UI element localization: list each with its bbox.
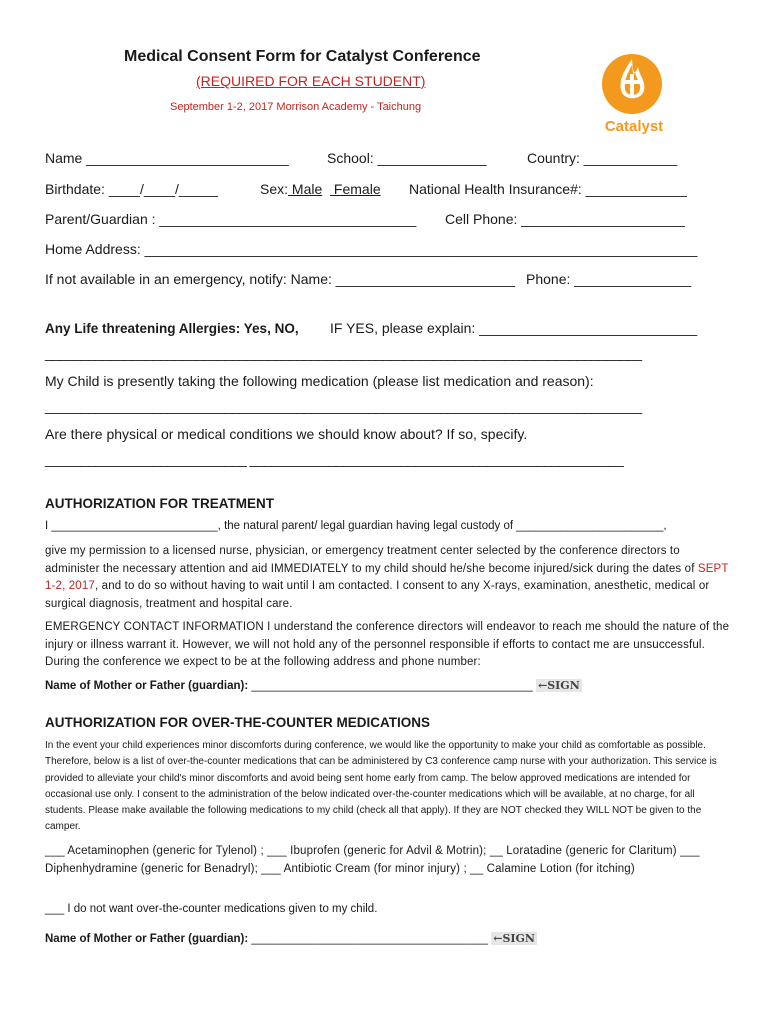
country-field[interactable]: Country: ____________ [527, 150, 678, 166]
treatment-signature-label: Name of Mother or Father (guardian): [45, 680, 252, 692]
parent-guardian-field[interactable]: Parent/Guardian : _________________________________ [45, 211, 417, 227]
emergency-contact-paragraph: EMERGENCY CONTACT INFORMATION I understand the conference directors will endeavor to reach me should the nature of the injury or illness warrant it. However, we will not hold any of the personnel responsible if efforts to contact me are unsuccessful. During the conference we expect to be at the following address and phone number: [45, 621, 730, 669]
treatment-heading: AUTHORIZATION FOR TREATMENT [45, 496, 274, 511]
treatment-sign-marker: ←SIGN [538, 679, 580, 692]
treatment-signature-row [45, 679, 582, 692]
form-subtitle: (REQUIRED FOR EACH STUDENT) [196, 73, 426, 89]
logo-wordmark: Catalyst [604, 118, 664, 135]
sex-label: Sex: [260, 181, 289, 197]
sex-field [260, 181, 381, 197]
sex-female-option[interactable]: Female [330, 181, 381, 197]
treatment-guardian-line[interactable]: I __________________________, the natural parent/ legal guardian having legal custody of _______________________, [45, 520, 667, 532]
allergies-label: Any Life threatening Allergies: Yes, NO, [45, 321, 299, 336]
otc-signature-label: Name of Mother or Father (guardian): [45, 933, 252, 945]
otc-sign-marker: ←SIGN [493, 932, 535, 945]
birthdate-field[interactable]: Birthdate: ____/____/_____ [45, 181, 218, 197]
home-address-field[interactable]: Home Address: _______________________________________________________________________ [45, 241, 698, 257]
otc-signature-line[interactable]: _____________________________________ [251, 933, 489, 945]
allergies-line[interactable]: ___________________________________________________________________________________ [45, 345, 642, 361]
form-title: Medical Consent Form for Catalyst Conference [124, 48, 481, 65]
catalyst-logo [602, 52, 666, 138]
otc-medication-options[interactable]: ___ Acetaminophen (generic for Tylenol) ; ___ Ibuprofen (generic for Advil & Motrin); __ Loratadine (generic for Claritum) ___ Diphenhydramine (generic for Benadryl); ___ Antibiotic Cream (for minor injury) ; __ Calamine Lotion (for itching) [45, 845, 700, 875]
treatment-dates: SEPT 1-2, 2017 [45, 562, 729, 593]
sex-male-option[interactable]: Male [288, 181, 323, 197]
treatment-text-b: , and to do so without having to wait until I am contacted. I consent to any X-rays, examination, anesthetic, medical or surgical diagnosis, treatment and hospital care. [45, 580, 710, 610]
conditions-question: Are there physical or medical conditions we should know about? If so, specify. [45, 426, 528, 442]
conditions-line[interactable]: ____________________________ ____________________________________________________ [45, 451, 624, 467]
otc-heading: AUTHORIZATION FOR OVER-THE-COUNTER MEDICATIONS [45, 715, 430, 730]
otc-decline-option[interactable]: ___ I do not want over-the-counter medications given to my child. [45, 903, 378, 915]
emergency-phone-field[interactable]: Phone: _______________ [526, 271, 692, 287]
medication-question: My Child is presently taking the following medication (please list medication and reason): [45, 373, 594, 389]
medication-line[interactable]: ___________________________________________________________________________________ [45, 398, 642, 414]
treatment-text-a: give my permission to a licensed nurse, physician, or emergency treatment center selected by the conference directors to administer the necessary attention and aid IMMEDIATELY to my child should he/she become injured/sick during the dates of [45, 545, 698, 575]
school-field[interactable]: School: ______________ [327, 150, 487, 166]
otc-paragraph: In the event your child experiences minor discomforts during conference, we would like the opportunity to make your child as comfortable as possible. Therefore, below is a list of over-the-counter medications that can be administered by C3 conference camp nurse with your authorization. This service is provided to alleviate your child's minor discomforts and avoid being sent home early from camp. The below approved medications are intended for occasional use only. I consent to the administration of the below indicated over-the-counter medications which will be available, at no charge, for all students. Please make available the following medications to my child (check all that apply). If they are NOT checked they WILL NOT be given to the camper. [45, 740, 717, 833]
name-field[interactable]: Name __________________________ [45, 150, 289, 166]
treatment-paragraph [45, 543, 730, 613]
treatment-signature-line[interactable]: ____________________________________________ [251, 680, 533, 692]
conference-date-location: September 1-2, 2017 Morrison Academy - Taichung [170, 101, 422, 113]
national-health-insurance-field[interactable]: National Health Insurance#: _____________ [409, 181, 687, 197]
allergies-explain-field[interactable]: IF YES, please explain: ____________________________ [330, 320, 698, 336]
emergency-name-field[interactable]: If not available in an emergency, notify: Name: _______________________ [45, 271, 515, 287]
cell-phone-field[interactable]: Cell Phone: _____________________ [445, 211, 685, 227]
otc-signature-row [45, 932, 537, 945]
